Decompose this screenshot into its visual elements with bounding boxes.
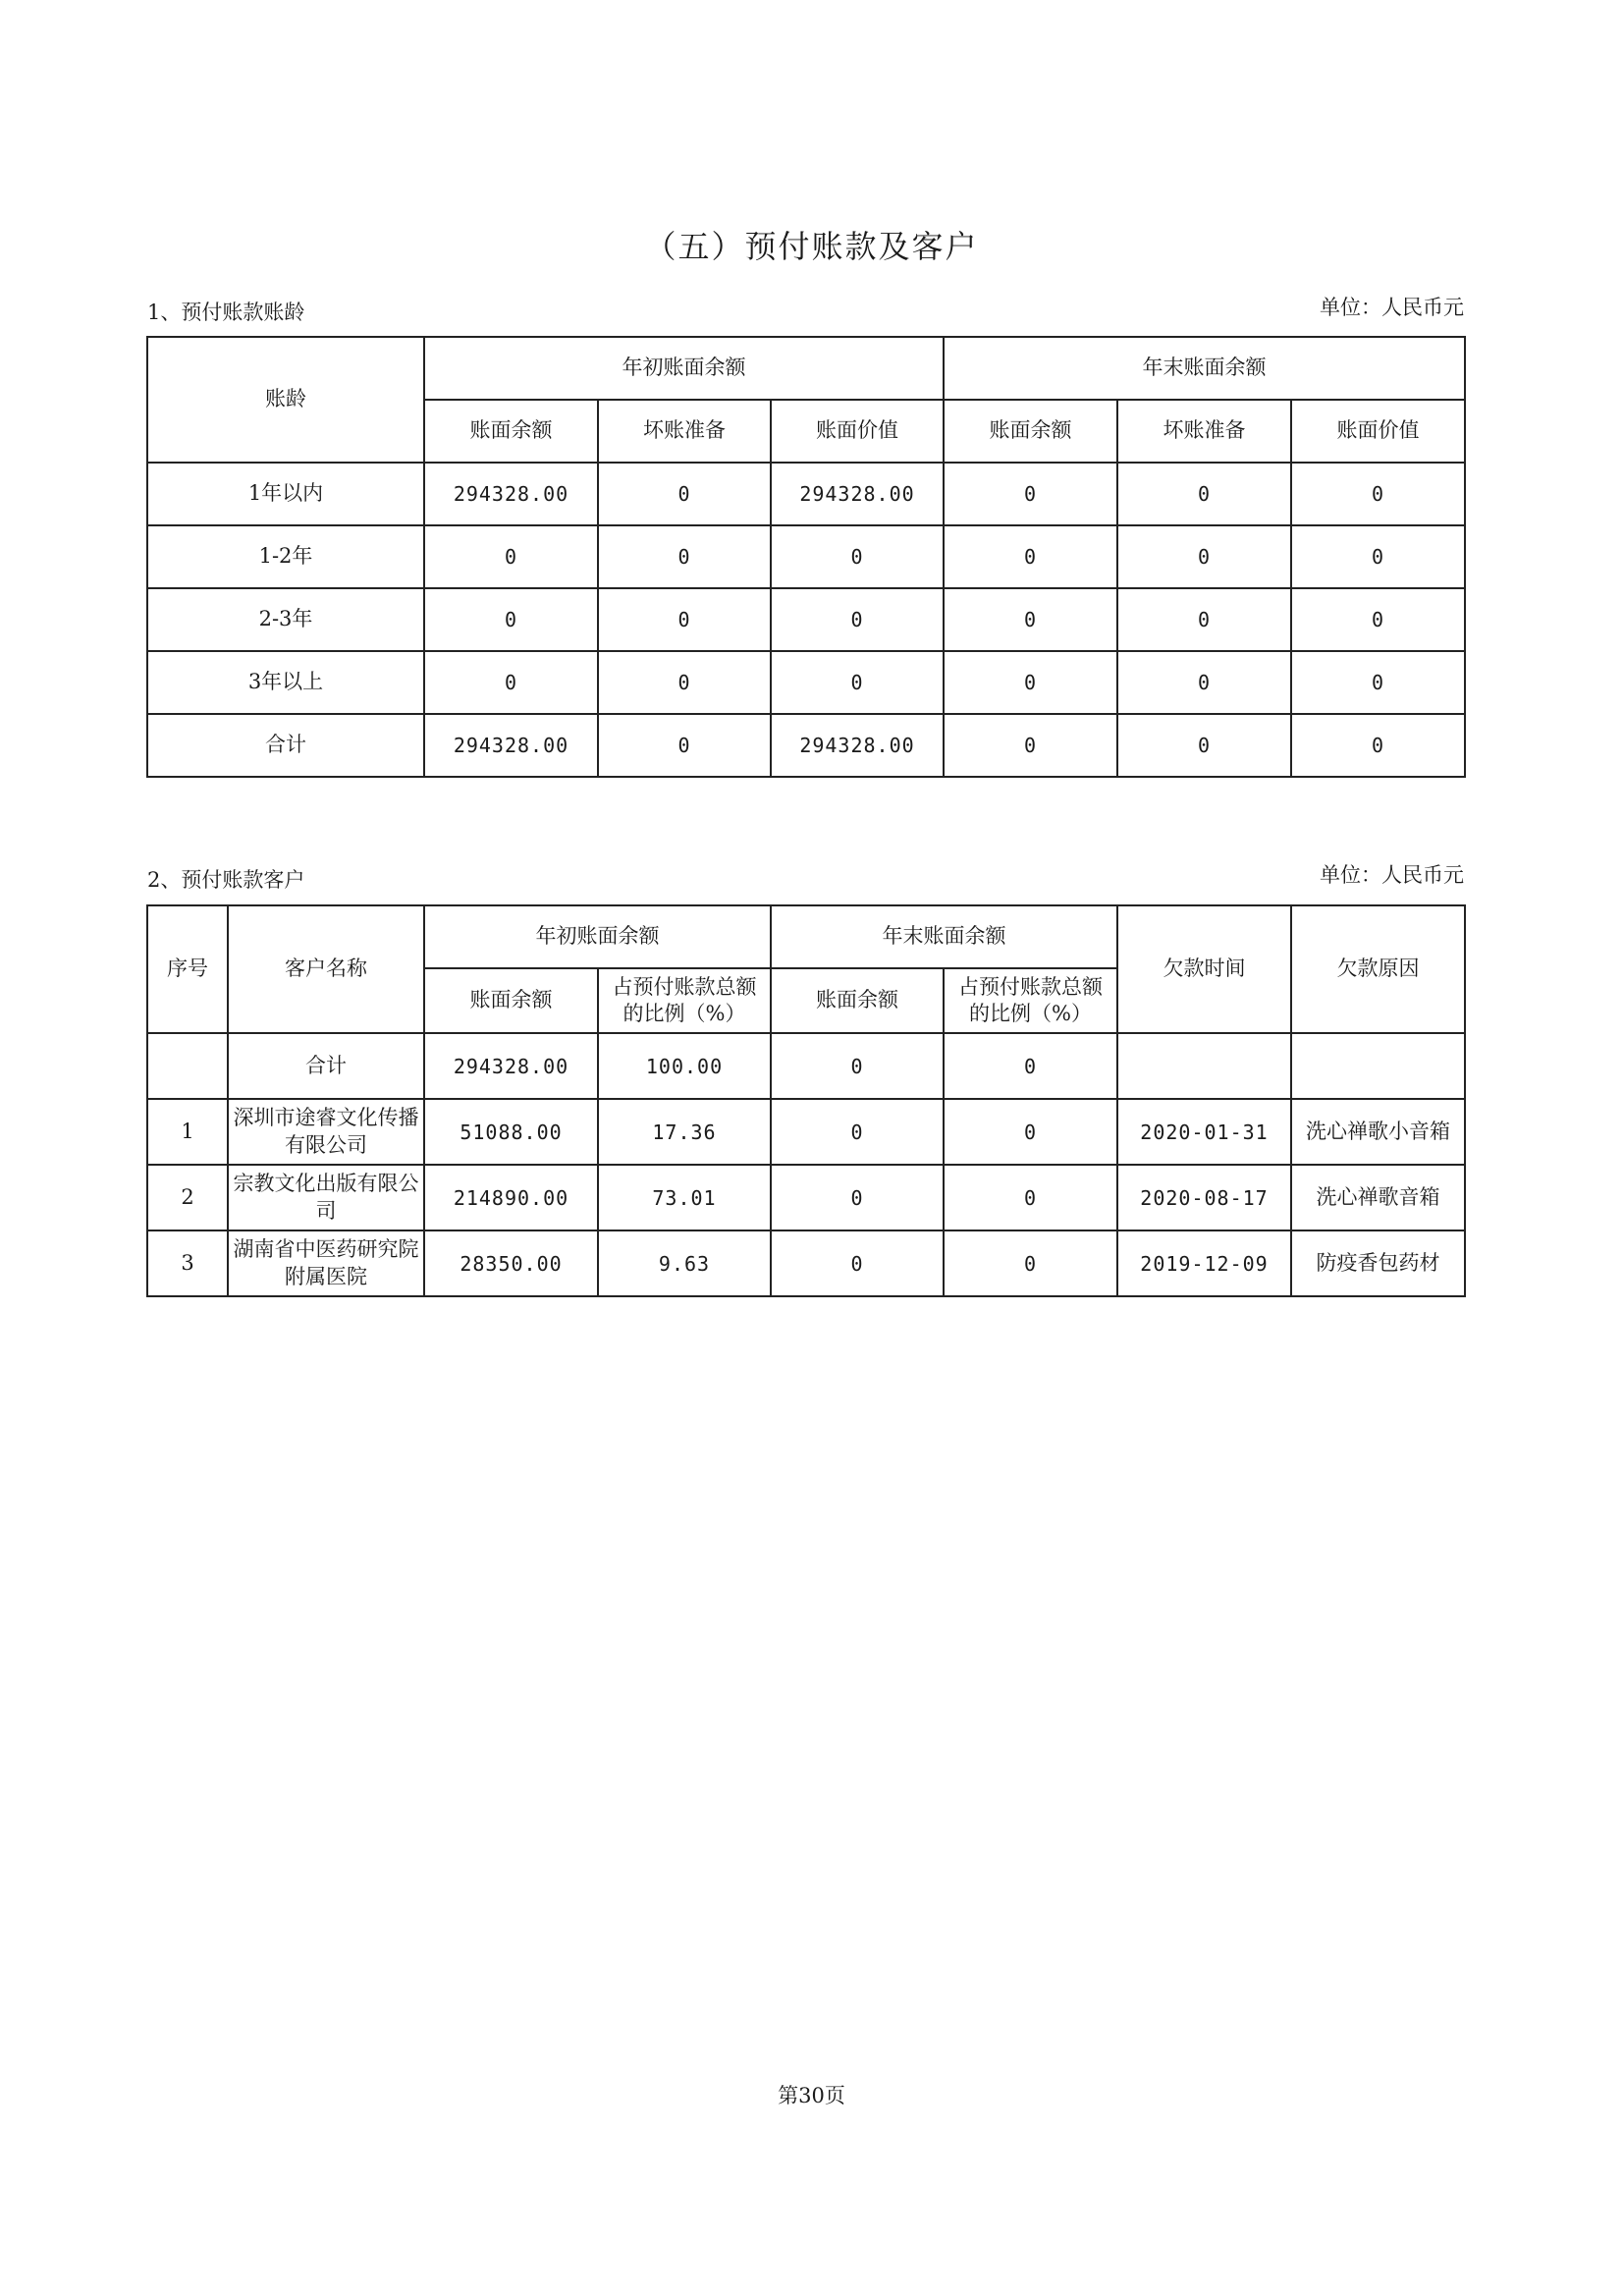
value-cell: 28350.00	[424, 1230, 598, 1296]
aging-cell: 合计	[147, 714, 424, 777]
table-row	[147, 651, 1465, 714]
value-cell: 0	[424, 651, 598, 714]
value-cell: 294328.00	[771, 714, 944, 777]
section1-unit: 单位：人民币元	[1320, 296, 1464, 319]
header-customer: 客户名称	[228, 905, 424, 1033]
header-closing-balance: 账面余额	[944, 400, 1117, 463]
header-closing-value: 账面价值	[1291, 400, 1465, 463]
value-cell: 0	[1117, 463, 1291, 525]
aging-cell: 2-3年	[147, 588, 424, 651]
header-closing-ratio: 占预付账款总额的比例（%）	[944, 968, 1117, 1033]
value-cell: 0	[598, 651, 771, 714]
header-closing: 年末账面余额	[944, 337, 1465, 400]
reason-cell: 洗心禅歌小音箱	[1291, 1099, 1465, 1165]
time-cell: 2019-12-09	[1117, 1230, 1291, 1296]
value-cell: 214890.00	[424, 1165, 598, 1230]
value-cell: 0	[598, 714, 771, 777]
value-cell: 0	[1117, 651, 1291, 714]
section2-label: 2、预付账款客户	[147, 868, 305, 892]
value-cell: 100.00	[598, 1033, 771, 1099]
header-closing: 年末账面余额	[771, 905, 1117, 968]
value-cell: 0	[944, 1099, 1117, 1165]
seq-cell: 1	[147, 1099, 228, 1165]
aging-cell: 1-2年	[147, 525, 424, 588]
aging-cell: 3年以上	[147, 651, 424, 714]
header-seq: 序号	[147, 905, 228, 1033]
value-cell: 0	[771, 1230, 944, 1296]
time-cell: 2020-08-17	[1117, 1165, 1291, 1230]
header-closing-balance: 账面余额	[771, 968, 944, 1033]
value-cell: 0	[944, 525, 1117, 588]
header-aging: 账龄	[147, 337, 424, 463]
value-cell: 0	[1117, 525, 1291, 588]
reason-cell	[1291, 1033, 1465, 1099]
value-cell: 0	[598, 588, 771, 651]
time-cell	[1117, 1033, 1291, 1099]
header-closing-bad-debt: 坏账准备	[1117, 400, 1291, 463]
value-cell: 0	[944, 1165, 1117, 1230]
customer-cell: 宗教文化出版有限公司	[228, 1165, 424, 1230]
aging-table	[146, 336, 1466, 778]
value-cell: 0	[1291, 525, 1465, 588]
time-cell: 2020-01-31	[1117, 1099, 1291, 1165]
customer-cell: 合计	[228, 1033, 424, 1099]
table-row	[147, 1099, 1465, 1165]
value-cell: 0	[1291, 588, 1465, 651]
header-opening: 年初账面余额	[424, 905, 771, 968]
aging-cell: 1年以内	[147, 463, 424, 525]
header-opening-ratio: 占预付账款总额的比例（%）	[598, 968, 771, 1033]
value-cell: 294328.00	[771, 463, 944, 525]
section1-label: 1、预付账款账龄	[147, 301, 305, 324]
customer-cell: 深圳市途睿文化传播有限公司	[228, 1099, 424, 1165]
value-cell: 0	[771, 1033, 944, 1099]
value-cell: 17.36	[598, 1099, 771, 1165]
value-cell: 9.63	[598, 1230, 771, 1296]
value-cell: 0	[944, 1230, 1117, 1296]
value-cell: 0	[944, 588, 1117, 651]
header-reason: 欠款原因	[1291, 905, 1465, 1033]
value-cell: 0	[424, 525, 598, 588]
value-cell: 0	[1117, 588, 1291, 651]
value-cell: 0	[1291, 463, 1465, 525]
table-row	[147, 525, 1465, 588]
table-row-total	[147, 714, 1465, 777]
customer-cell: 湖南省中医药研究院附属医院	[228, 1230, 424, 1296]
value-cell: 0	[598, 525, 771, 588]
table-row-total	[147, 1033, 1465, 1099]
header-due-time: 欠款时间	[1117, 905, 1291, 1033]
value-cell: 73.01	[598, 1165, 771, 1230]
header-opening-value: 账面价值	[771, 400, 944, 463]
value-cell: 0	[944, 714, 1117, 777]
value-cell: 0	[424, 588, 598, 651]
value-cell: 0	[1291, 714, 1465, 777]
value-cell: 0	[1291, 651, 1465, 714]
value-cell: 0	[944, 463, 1117, 525]
table-row	[147, 588, 1465, 651]
value-cell: 294328.00	[424, 714, 598, 777]
section2-unit: 单位：人民币元	[1320, 863, 1464, 887]
header-opening-bad-debt: 坏账准备	[598, 400, 771, 463]
value-cell: 0	[771, 525, 944, 588]
value-cell: 0	[1117, 714, 1291, 777]
reason-cell: 洗心禅歌音箱	[1291, 1165, 1465, 1230]
value-cell: 294328.00	[424, 1033, 598, 1099]
header-opening-balance: 账面余额	[424, 968, 598, 1033]
value-cell: 51088.00	[424, 1099, 598, 1165]
value-cell: 0	[771, 588, 944, 651]
header-opening: 年初账面余额	[424, 337, 944, 400]
customer-table	[146, 904, 1466, 1297]
page-title: （五）预付账款及客户	[644, 228, 979, 265]
table-row	[147, 463, 1465, 525]
value-cell: 294328.00	[424, 463, 598, 525]
table-row	[147, 1230, 1465, 1296]
seq-cell	[147, 1033, 228, 1099]
header-opening-balance: 账面余额	[424, 400, 598, 463]
page-number: 第30页	[778, 2084, 845, 2107]
value-cell: 0	[771, 1165, 944, 1230]
value-cell: 0	[771, 651, 944, 714]
value-cell: 0	[944, 1033, 1117, 1099]
value-cell: 0	[771, 1099, 944, 1165]
seq-cell: 3	[147, 1230, 228, 1296]
value-cell: 0	[598, 463, 771, 525]
reason-cell: 防疫香包药材	[1291, 1230, 1465, 1296]
value-cell: 0	[944, 651, 1117, 714]
seq-cell: 2	[147, 1165, 228, 1230]
table-row	[147, 1165, 1465, 1230]
